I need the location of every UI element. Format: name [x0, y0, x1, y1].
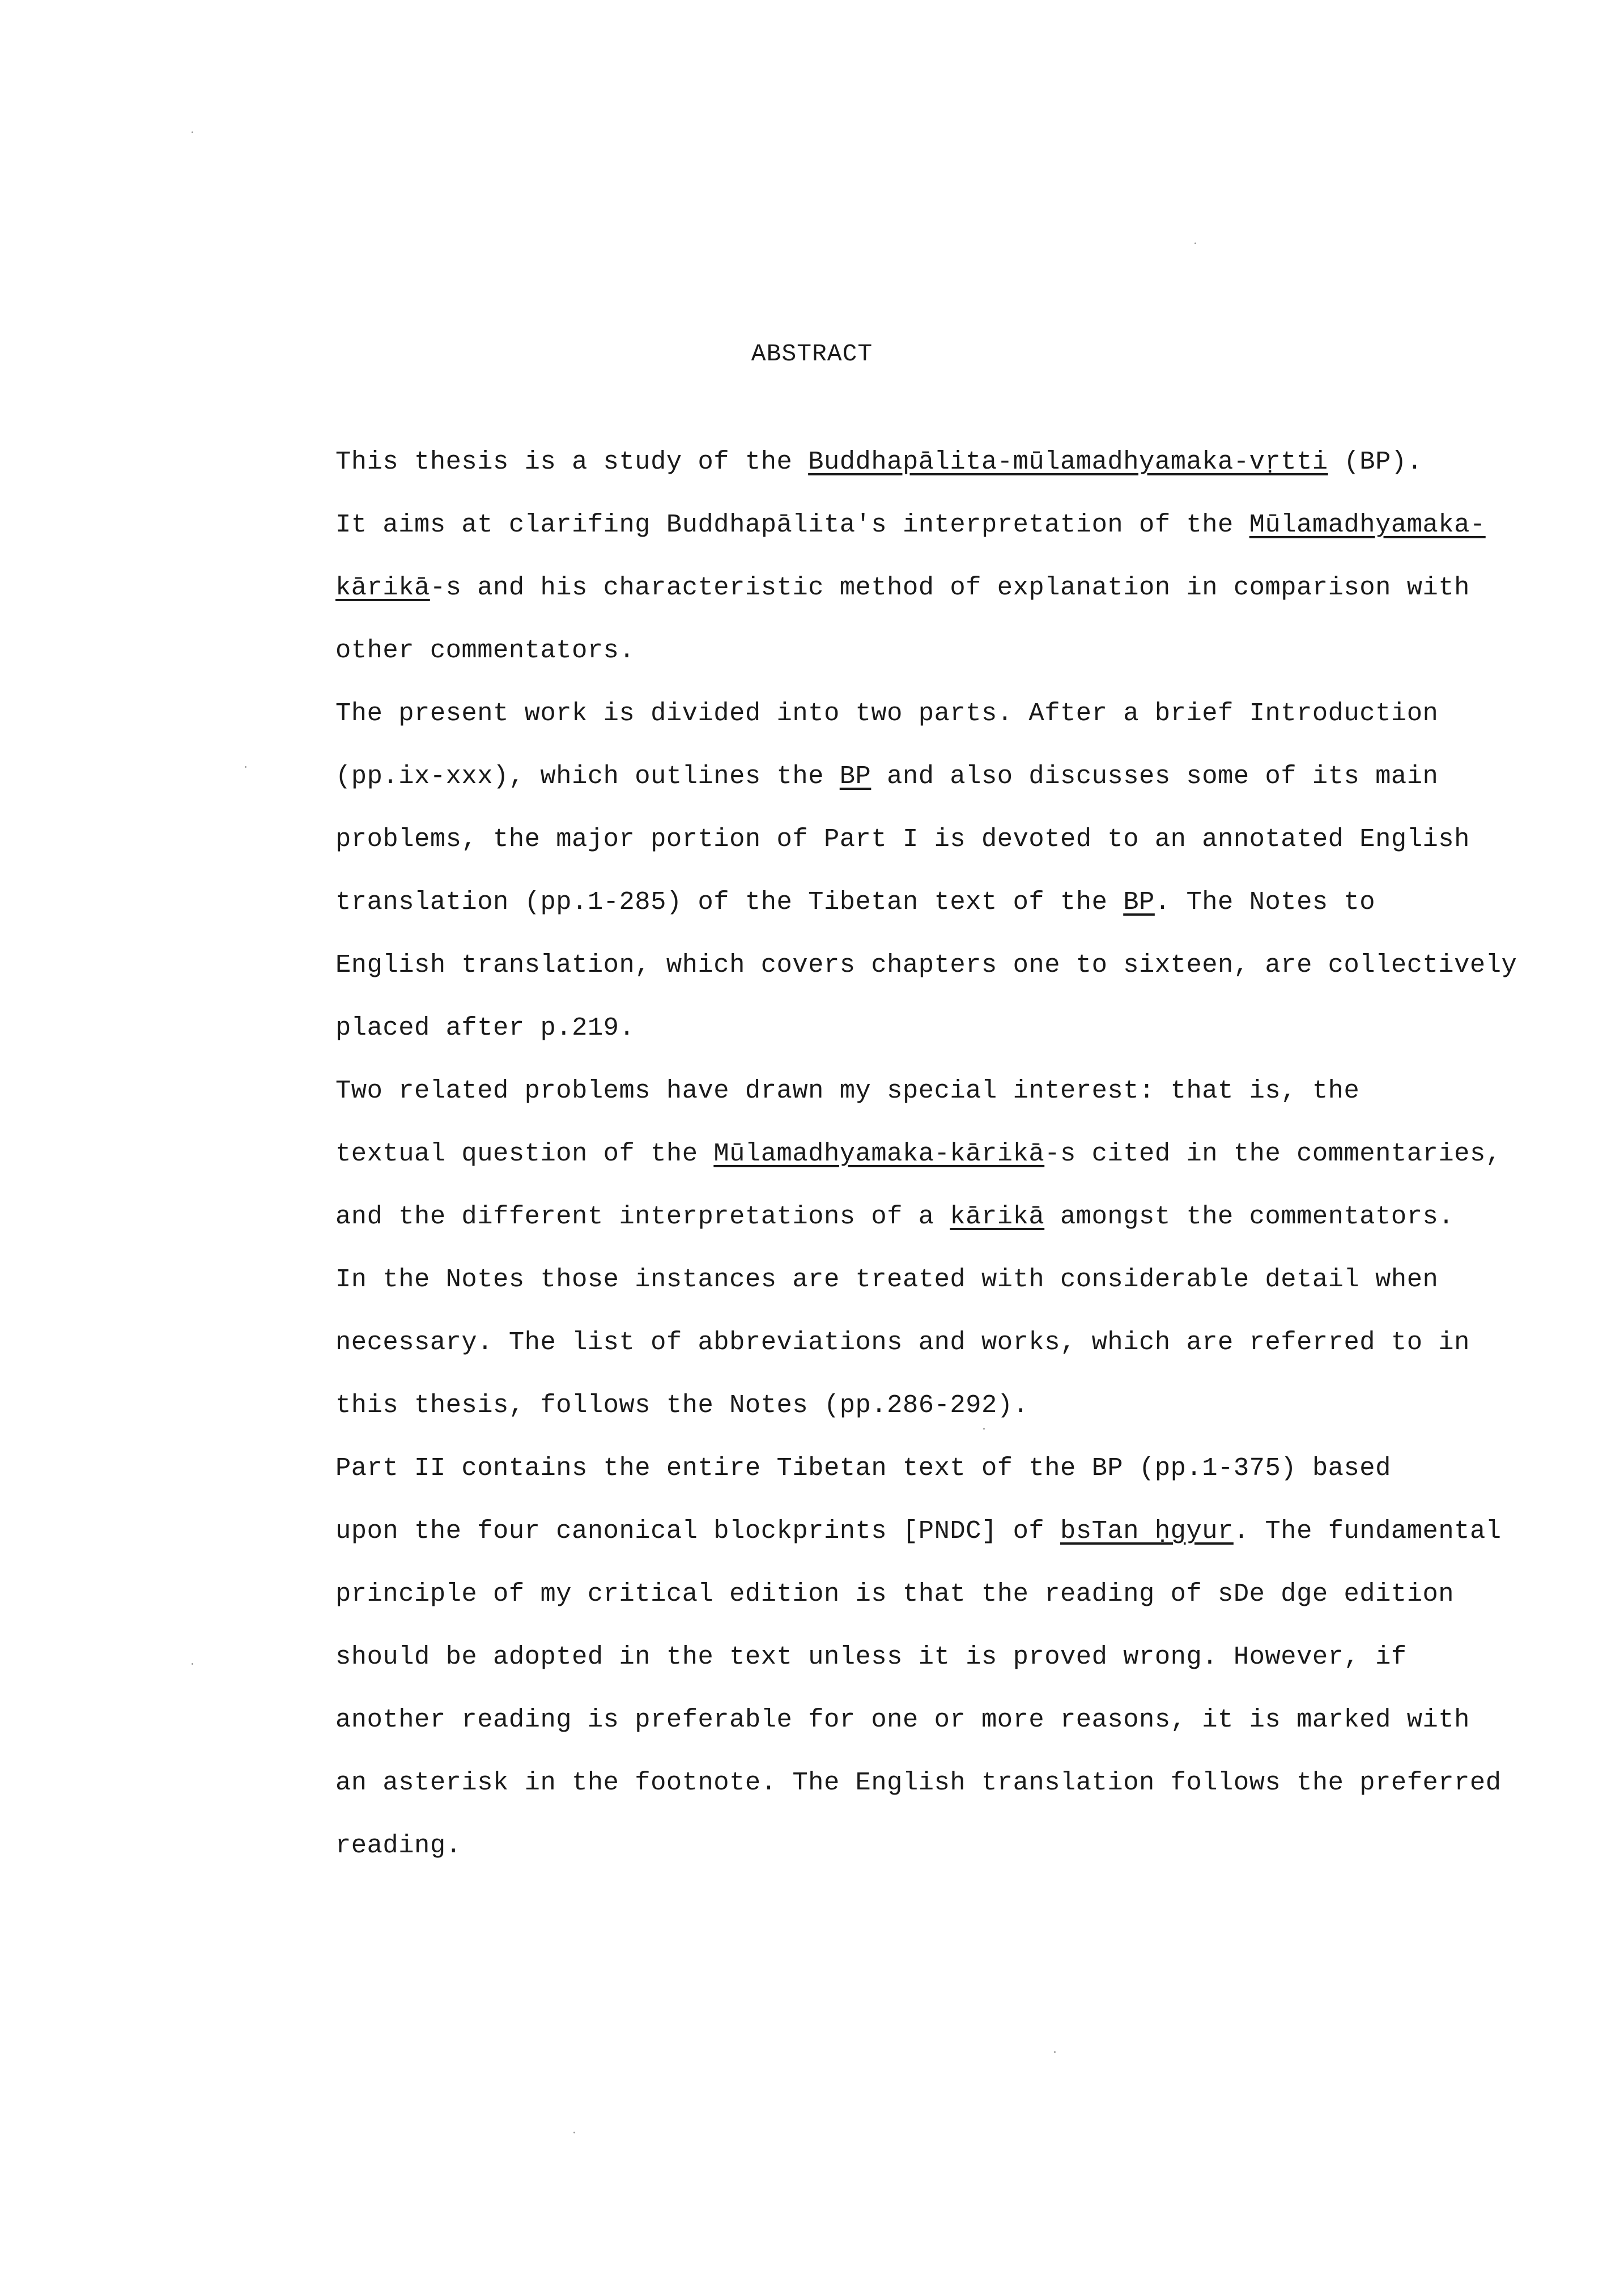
text-line: [254, 1185, 1523, 1248]
text-run: (pp.ix-xxx), which outlines the: [335, 762, 840, 791]
text-run: . The fundamental: [1233, 1516, 1502, 1546]
text-run: amongst the commentators.: [1044, 1202, 1455, 1231]
text-line: [254, 997, 1523, 1060]
text-run: upon the four canonical blockprints [PNDC] of: [335, 1516, 1061, 1546]
text-line: [254, 1248, 1523, 1311]
page-title: ABSTRACT: [751, 340, 873, 368]
underlined-term: Buddhapālita-mūlamadhyamaka-vṛtti: [808, 447, 1328, 477]
underlined-term: kārikā: [335, 573, 430, 602]
text-line: [254, 619, 1523, 682]
text-run: textual question of the: [335, 1139, 714, 1168]
text-run: an asterisk in the footnote. The English translation follows the preferred: [335, 1768, 1502, 1797]
text-line: [254, 1500, 1523, 1563]
text-line: [254, 1689, 1523, 1751]
underlined-term: BP: [839, 762, 871, 791]
text-run: (BP).: [1328, 447, 1423, 477]
text-run: The present work is divided into two parts. After a brief Introduction: [335, 699, 1439, 728]
text-line: [254, 1437, 1523, 1500]
text-run: -s cited in the commentaries,: [1044, 1139, 1502, 1168]
text-run: In the Notes those instances are treated with considerable detail when: [335, 1265, 1439, 1294]
text-run: and also discusses some of its main: [871, 762, 1439, 791]
scan-speck: [983, 1428, 985, 1430]
text-line: [254, 1374, 1523, 1437]
underlined-term: Mūlamadhyamaka-kārikā: [713, 1139, 1045, 1168]
paragraph: [254, 1060, 1523, 1437]
text-line: [254, 1626, 1523, 1689]
text-run: reading.: [335, 1831, 462, 1860]
scan-speck: [573, 2132, 575, 2133]
text-line: [254, 556, 1523, 619]
text-run: translation (pp.1-285) of the Tibetan text of the: [335, 887, 1124, 917]
text-line: [254, 934, 1523, 997]
text-line: [254, 1563, 1523, 1626]
text-line: [254, 808, 1523, 871]
underlined-term: BP: [1123, 887, 1155, 917]
text-line: [254, 871, 1523, 934]
text-run: It aims at clarifing Buddhapālita's interpretation of the: [335, 510, 1249, 539]
text-line: [254, 431, 1523, 494]
scan-speck: [1194, 243, 1196, 244]
text-run: English translation, which covers chapters one to sixteen, are collectively: [335, 950, 1517, 980]
text-run: necessary. The list of abbreviations and works, which are referred to in: [335, 1328, 1470, 1357]
text-line: [254, 494, 1523, 556]
text-run: This thesis is a study of the: [335, 447, 809, 477]
text-line: [254, 1311, 1523, 1374]
underlined-term: Mūlamadhyamaka-: [1249, 510, 1486, 539]
underlined-term: kārikā: [950, 1202, 1045, 1231]
text-line: [254, 1814, 1523, 1877]
scan-speck: [192, 1663, 193, 1665]
text-line: [254, 1123, 1523, 1185]
text-run: and the different interpretations of a: [335, 1202, 950, 1231]
text-line: [254, 1751, 1523, 1814]
paragraph: [254, 431, 1523, 682]
abstract-body: [254, 431, 1523, 1877]
text-run: -s and his characteristic method of explanation in comparison with: [430, 573, 1470, 602]
text-run: principle of my critical edition is that the reading of sDe dge edition: [335, 1579, 1455, 1609]
paragraph: [254, 1437, 1523, 1877]
scan-speck: [1054, 2051, 1056, 2053]
text-run: this thesis, follows the Notes (pp.286-292).: [335, 1391, 1029, 1420]
text-run: Part II contains the entire Tibetan text of the BP (pp.1-375) based: [335, 1453, 1391, 1483]
text-run: placed after p.219.: [335, 1013, 635, 1043]
scan-speck: [245, 766, 246, 768]
text-run: other commentators.: [335, 636, 635, 665]
paragraph: [254, 682, 1523, 1060]
text-run: problems, the major portion of Part I is devoted to an annotated English: [335, 824, 1470, 854]
text-run: another reading is preferable for one or more reasons, it is marked with: [335, 1705, 1470, 1734]
scan-speck: [192, 131, 193, 133]
text-run: should be adopted in the text unless it is proved wrong. However, if: [335, 1642, 1407, 1672]
text-line: [254, 745, 1523, 808]
text-run: . The Notes to: [1154, 887, 1376, 917]
underlined-term: bsTan ḥgyur: [1060, 1516, 1234, 1546]
text-line: [254, 682, 1523, 745]
text-run: Two related problems have drawn my special interest: that is, the: [335, 1076, 1360, 1106]
text-line: [254, 1060, 1523, 1123]
